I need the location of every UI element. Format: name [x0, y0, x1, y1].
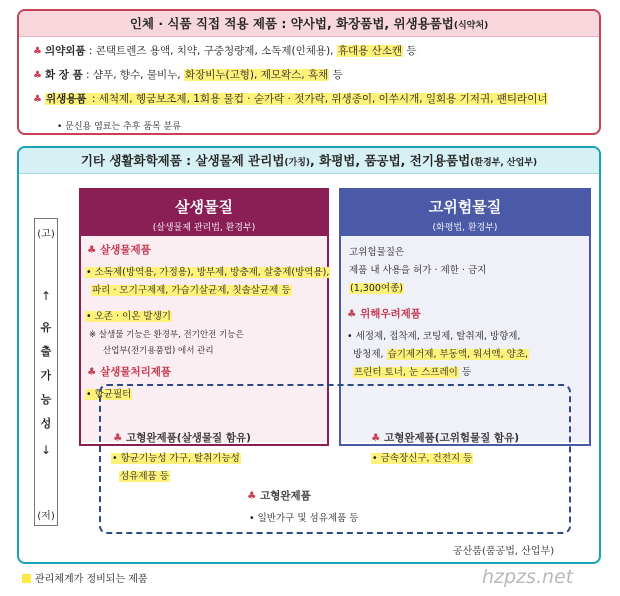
highlight-text: : 세척제, 헹굼보조제, 1회용 물컵 · 숟가락 · 젓가락, 위생종이, 이쑤시개, 일회용 기저귀, 팬티라이너 [88, 93, 548, 105]
line-label: 의약외품 [44, 45, 86, 57]
line-tail: 등 [329, 69, 343, 81]
title-agency: (식약처) [453, 21, 489, 31]
legend [22, 570, 148, 585]
solid-general-line1: • 일반가구 및 섬유제품 등 [249, 513, 359, 524]
direct-application-box [17, 9, 601, 135]
biocide-note2: 산업부(전기용품법) 에서 관리 [103, 346, 214, 356]
scale-high-label: (고) [37, 229, 55, 240]
scale-char: 유 [40, 321, 52, 334]
ozone-line [85, 308, 172, 322]
bullet-icon: ♣ [247, 490, 261, 502]
highlight-text: 프린터 토너, 눈 스프레이 [354, 367, 458, 378]
bullet-icon: ♣ [33, 94, 42, 105]
title-small: (환경부, 산업부) [470, 158, 538, 168]
biocide-products-line2 [91, 282, 292, 296]
panel-title: 살생물질 [175, 198, 233, 216]
bullet-icon: ♣ [371, 432, 385, 444]
legend-text: 관리체계가 정비되는 제품 [35, 574, 148, 585]
solid-hazard-line1 [371, 450, 473, 464]
highlight-text: • 항균기능성 가구, 탈취기능성 [112, 453, 240, 464]
biocide-note1: ※ 살생물 기능은 환경부, 전기안전 기능은 [89, 330, 244, 340]
hazard-desc1: 고위험물질은 [349, 247, 405, 258]
cosmetics-line [33, 67, 343, 82]
risk-line2 [353, 346, 529, 360]
direct-application-title [19, 11, 599, 37]
title-text: , 화평법, 품공법, 전기용품법 [310, 153, 471, 168]
bullet-icon: ♣ [113, 432, 127, 444]
highlight-text: • 항균필터 [86, 389, 132, 400]
arrow-down-icon: ↓ [41, 443, 52, 457]
scale-char: 출 [40, 345, 52, 358]
other-chemical-box [17, 146, 601, 564]
highlight-text: • 금속장신구, 건전지 등 [372, 453, 473, 464]
bullet-icon: ♣ [87, 366, 101, 378]
line-label: 화 장 품 [44, 69, 83, 81]
highlight-text: 휴대용 산소캔 [337, 45, 403, 57]
bullet-icon: ♣ [347, 308, 361, 320]
title-small: (가칭) [284, 158, 311, 168]
highlight-text: 화장비누(고형), 제모왁스, 흑채 [184, 69, 329, 81]
scale-low-label: (저) [37, 511, 55, 522]
section-title: 고형완제품 [260, 490, 311, 502]
arrow-up-icon: ↑ [41, 289, 52, 303]
tattoo-note: • 문신용 염료는 추후 품목 분류 [57, 122, 181, 132]
hazard-header [341, 190, 589, 236]
highlight-text: • 오존 · 이온 발생기 [86, 311, 171, 322]
biocide-header [81, 190, 327, 236]
watermark: hzpzs.net [482, 566, 574, 588]
industrial-products-label: 공산품(품공법, 산업부) [453, 546, 555, 557]
section-title: 살생물처리제품 [100, 366, 172, 378]
section-title: 고형완제품(고위험물질 함유) [384, 432, 520, 444]
biocide-products-title [87, 242, 151, 257]
solid-biocide-line1 [111, 450, 241, 464]
section-title: 위해우려제품 [360, 308, 421, 320]
highlight-text: (1,300여종) [350, 283, 403, 294]
solid-biocide-title [113, 430, 251, 445]
bullet-icon: ♣ [87, 244, 101, 256]
title-text: 기타 생활화학제품 : 살생물제 관리법 [80, 153, 285, 168]
highlight-swatch [22, 574, 31, 583]
section-title: 고형완제품(살생물질 함유) [126, 432, 251, 444]
hygiene-line [33, 91, 548, 106]
risk-concern-title [347, 306, 421, 321]
line-text: 방청제, [353, 349, 387, 360]
line-tail: 등 [458, 367, 472, 378]
line-text: : 콘택트렌즈 용액, 치약, 구중청량제, 소독제(인체용), [85, 45, 337, 57]
biocide-products-line1 [85, 264, 330, 278]
panel-title: 고위험물질 [428, 198, 502, 216]
quasi-drug-line [33, 43, 417, 58]
other-chemical-title [19, 148, 599, 174]
hazard-desc3 [349, 280, 404, 294]
highlight-text: • 소독제(방역용, 가정용), 방부제, 방충제, 살충제(방역용), [86, 267, 330, 278]
solid-hazard-title [371, 430, 519, 445]
line-label: 위생용품 [45, 93, 87, 105]
highlight-text: 섬유제품 등 [120, 471, 169, 482]
solid-biocide-line2 [119, 468, 170, 482]
panel-subtitle: (화평법, 환경부) [432, 223, 498, 233]
line-tail: 등 [403, 45, 417, 57]
highlight-text: 습기제거제, 부동액, 워셔액, 양초, [387, 349, 529, 360]
highlight-text: 파리 · 모기구제제, 가습기살균제, 칫솔살균제 등 [92, 285, 291, 296]
hazard-desc2: 제품 내 사용을 허가 · 제한 · 금지 [349, 265, 487, 276]
risk-line1: • 세정제, 접착제, 코팅제, 탈취제, 방향제, [347, 331, 521, 342]
scale-char: 성 [40, 417, 52, 430]
panel-subtitle: (살생물제 관리법, 환경부) [152, 223, 256, 233]
risk-line3 [353, 364, 471, 378]
section-title: 살생물제품 [100, 244, 151, 256]
leak-possibility-scale [34, 218, 58, 526]
biocide-treated-title [87, 364, 171, 379]
scale-char: 가 [40, 369, 52, 382]
bullet-icon: ♣ [33, 46, 42, 57]
solid-general-title [247, 488, 311, 503]
bullet-icon: ♣ [33, 70, 42, 81]
line-text: : 샴푸, 향수, 물비누, [82, 69, 184, 81]
title-text: 인체 · 식품 직접 적용 제품 : 약사법, 화장품법, 위생용품법 [129, 16, 454, 31]
scale-char: 능 [40, 393, 52, 406]
